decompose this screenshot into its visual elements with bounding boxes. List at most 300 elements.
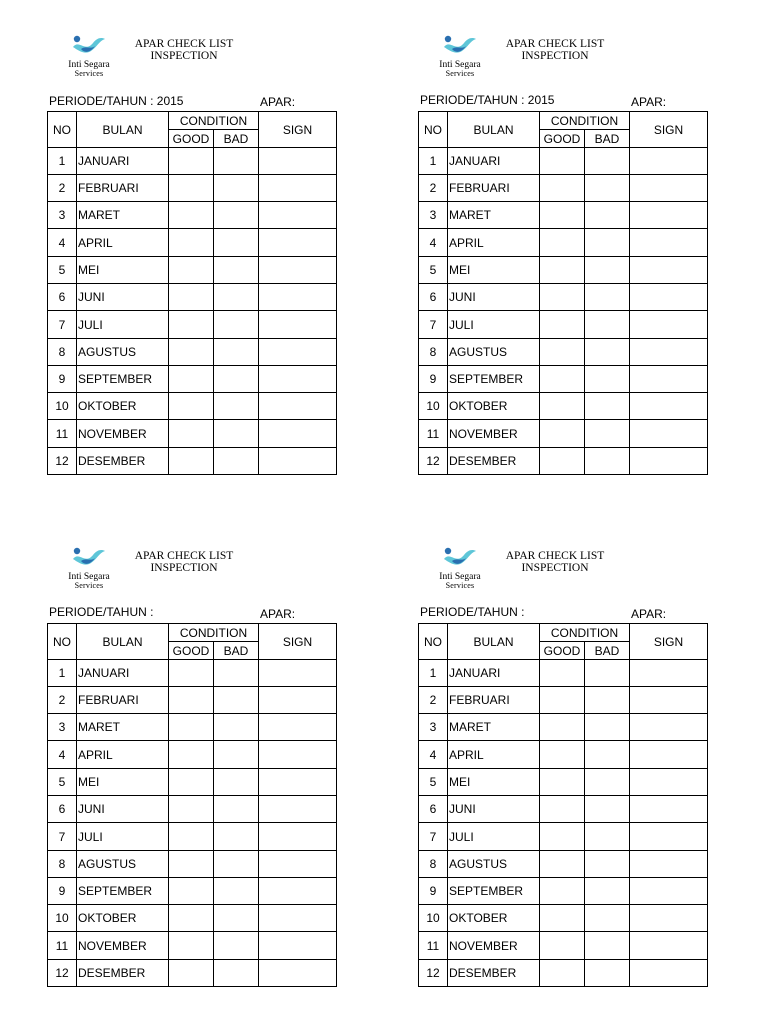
header-no: NO [48,112,77,148]
sign-cell[interactable] [630,796,708,823]
sign-cell[interactable] [259,905,337,932]
good-cell[interactable] [540,741,585,769]
good-cell[interactable] [540,420,585,448]
good-cell[interactable] [169,366,214,393]
sign-cell[interactable] [259,175,337,202]
sign-cell[interactable] [259,311,337,339]
row-bulan: OKTOBER [77,393,169,420]
form-title [490,38,620,62]
header-bulan: BULAN [77,624,169,660]
sign-cell[interactable] [259,932,337,960]
sign-cell[interactable] [259,339,337,366]
form-title [490,550,620,574]
bad-cell[interactable] [214,448,259,475]
table-row [419,660,708,687]
row-bulan: JUNI [77,284,169,311]
bad-cell[interactable] [585,257,630,284]
header-bad: BAD [585,130,630,148]
row-bulan: JULI [77,311,169,339]
sign-cell[interactable] [630,905,708,932]
sign-cell[interactable] [630,339,708,366]
good-cell[interactable] [540,339,585,366]
sign-cell[interactable] [630,823,708,851]
table-row [419,311,708,339]
bad-cell[interactable] [585,878,630,905]
good-cell[interactable] [169,960,214,987]
row-bulan: FEBRUARI [77,687,169,714]
good-cell[interactable] [169,714,214,741]
sign-cell[interactable] [259,660,337,687]
table-row [419,796,708,823]
row-no: 1 [419,148,448,175]
row-bulan: FEBRUARI [77,175,169,202]
row-bulan: AGUSTUS [448,339,540,366]
sign-cell[interactable] [259,878,337,905]
row-no: 5 [48,257,77,284]
bad-cell[interactable] [585,284,630,311]
header-good: GOOD [540,130,585,148]
good-cell[interactable] [169,229,214,257]
bad-cell[interactable] [214,202,259,229]
row-no: 4 [419,741,448,769]
table-row [48,148,337,175]
row-no: 3 [419,202,448,229]
sign-cell[interactable] [630,851,708,878]
sign-cell[interactable] [630,284,708,311]
header-bulan: BULAN [77,112,169,148]
row-bulan: MARET [448,202,540,229]
table-row [419,960,708,987]
form-title-line1: APAR CHECK LIST [134,38,234,50]
wave-swoosh-icon [71,33,107,59]
row-no: 4 [419,229,448,257]
good-cell[interactable] [540,660,585,687]
bad-cell[interactable] [585,769,630,796]
periode-label: PERIODE/TAHUN : 2015 [49,94,184,108]
row-bulan: OKTOBER [448,905,540,932]
table-row [48,366,337,393]
bad-cell[interactable] [214,796,259,823]
bad-cell[interactable] [585,741,630,769]
row-no: 10 [48,905,77,932]
sign-cell[interactable] [630,366,708,393]
row-no: 9 [48,366,77,393]
good-cell[interactable] [540,366,585,393]
periode-label: PERIODE/TAHUN : 2015 [420,93,555,107]
bad-cell[interactable] [585,823,630,851]
table-row [48,284,337,311]
row-bulan: NOVEMBER [448,932,540,960]
sign-cell[interactable] [630,257,708,284]
bad-cell[interactable] [585,687,630,714]
bad-cell[interactable] [585,175,630,202]
row-bulan: SEPTEMBER [77,878,169,905]
inspection-table [418,111,708,475]
sign-cell[interactable] [259,366,337,393]
header-good: GOOD [169,130,214,148]
row-no: 1 [419,660,448,687]
good-cell[interactable] [169,448,214,475]
bad-cell[interactable] [585,393,630,420]
company-logo [53,33,125,83]
table-row [419,932,708,960]
row-no: 5 [419,769,448,796]
logo-name-line1: Inti Segara [439,60,481,70]
table-row [48,687,337,714]
good-cell[interactable] [169,905,214,932]
bad-cell[interactable] [585,660,630,687]
good-cell[interactable] [169,393,214,420]
row-no: 2 [48,687,77,714]
row-bulan: NOVEMBER [448,420,540,448]
good-cell[interactable] [540,311,585,339]
good-cell[interactable] [169,796,214,823]
row-no: 6 [48,796,77,823]
bad-cell[interactable] [214,960,259,987]
row-bulan: JUNI [448,796,540,823]
header-condition: CONDITION [540,112,630,130]
good-cell[interactable] [540,393,585,420]
row-bulan: SEPTEMBER [448,878,540,905]
header-condition: CONDITION [169,624,259,642]
good-cell[interactable] [169,284,214,311]
sign-cell[interactable] [259,714,337,741]
table-row [419,905,708,932]
row-no: 10 [48,393,77,420]
table-row [419,175,708,202]
table-row [419,284,708,311]
form-title-line2: INSPECTION [521,562,589,574]
sign-cell[interactable] [259,202,337,229]
good-cell[interactable] [540,175,585,202]
row-bulan: NOVEMBER [77,932,169,960]
sign-cell[interactable] [259,229,337,257]
table-row [48,420,337,448]
good-cell[interactable] [169,202,214,229]
table-row [419,257,708,284]
logo-name-line1: Inti Segara [68,60,110,70]
good-cell[interactable] [540,905,585,932]
bad-cell[interactable] [214,878,259,905]
bad-cell[interactable] [214,393,259,420]
bad-cell[interactable] [585,960,630,987]
table-row [419,202,708,229]
good-cell[interactable] [540,687,585,714]
good-cell[interactable] [169,769,214,796]
sign-cell[interactable] [259,448,337,475]
header-no: NO [48,624,77,660]
table-row [419,823,708,851]
sign-cell[interactable] [259,796,337,823]
row-bulan: JANUARI [77,148,169,175]
row-no: 4 [48,741,77,769]
good-cell[interactable] [540,823,585,851]
sign-cell[interactable] [630,448,708,475]
row-bulan: MEI [77,769,169,796]
row-bulan: OKTOBER [448,393,540,420]
row-bulan: MEI [77,257,169,284]
table-row [48,202,337,229]
good-cell[interactable] [169,311,214,339]
bad-cell[interactable] [585,148,630,175]
bad-cell[interactable] [214,257,259,284]
bad-cell[interactable] [585,420,630,448]
good-cell[interactable] [169,932,214,960]
table-row [419,420,708,448]
good-cell[interactable] [540,960,585,987]
bad-cell[interactable] [214,687,259,714]
good-cell[interactable] [169,660,214,687]
good-cell[interactable] [169,257,214,284]
row-bulan: FEBRUARI [448,175,540,202]
good-cell[interactable] [169,148,214,175]
form-title-line2: INSPECTION [521,50,589,62]
table-row [48,311,337,339]
table-row [419,339,708,366]
table-row [48,448,337,475]
apar-label: APAR: [631,607,667,621]
header-condition: CONDITION [169,112,259,130]
table-row [48,175,337,202]
apar-label: APAR: [631,95,667,109]
logo-name-line2: Services [445,581,475,590]
table-row [48,660,337,687]
company-logo [53,545,125,595]
checklist-form-top-right [418,38,718,518]
bad-cell[interactable] [214,311,259,339]
sign-cell[interactable] [630,714,708,741]
sign-cell[interactable] [630,229,708,257]
form-title-line1: APAR CHECK LIST [505,550,605,562]
bad-cell[interactable] [214,148,259,175]
header-no: NO [419,624,448,660]
row-bulan: JANUARI [448,148,540,175]
table-row [48,932,337,960]
sign-cell[interactable] [630,960,708,987]
logo-name-line2: Services [74,581,104,590]
header-sign: SIGN [259,624,337,660]
bad-cell[interactable] [585,714,630,741]
sign-cell[interactable] [630,148,708,175]
checklist-form-bottom-left [47,550,347,1030]
sign-cell[interactable] [259,960,337,987]
bad-cell[interactable] [214,229,259,257]
row-bulan: JULI [448,311,540,339]
bad-cell[interactable] [214,823,259,851]
table-header-row [48,112,337,130]
good-cell[interactable] [169,878,214,905]
inspection-table [418,623,708,987]
logo-name-line2: Services [445,69,475,78]
bad-cell[interactable] [585,932,630,960]
good-cell[interactable] [540,148,585,175]
table-row [419,741,708,769]
sign-cell[interactable] [630,420,708,448]
row-bulan: AGUSTUS [77,339,169,366]
good-cell[interactable] [169,175,214,202]
row-no: 7 [48,311,77,339]
bad-cell[interactable] [214,932,259,960]
row-no: 3 [419,714,448,741]
inspection-table [47,623,337,987]
table-row [419,229,708,257]
header-bad: BAD [585,642,630,660]
sign-cell[interactable] [259,420,337,448]
sign-cell[interactable] [630,393,708,420]
header-condition: CONDITION [540,624,630,642]
good-cell[interactable] [169,687,214,714]
bad-cell[interactable] [585,202,630,229]
bad-cell[interactable] [214,714,259,741]
row-no: 12 [48,448,77,475]
table-row [48,769,337,796]
row-no: 5 [48,769,77,796]
good-cell[interactable] [540,714,585,741]
company-logo [424,545,496,595]
bad-cell[interactable] [214,284,259,311]
good-cell[interactable] [540,448,585,475]
checklist-form-bottom-right [418,550,718,1030]
bad-cell[interactable] [214,905,259,932]
table-row [419,366,708,393]
bad-cell[interactable] [214,339,259,366]
header-bulan: BULAN [448,112,540,148]
bad-cell[interactable] [214,769,259,796]
good-cell[interactable] [169,823,214,851]
sign-cell[interactable] [259,284,337,311]
row-no: 6 [419,284,448,311]
good-cell[interactable] [169,851,214,878]
sign-cell[interactable] [259,393,337,420]
good-cell[interactable] [540,878,585,905]
row-no: 9 [48,878,77,905]
table-row [48,878,337,905]
table-row [419,851,708,878]
bad-cell[interactable] [585,339,630,366]
good-cell[interactable] [540,932,585,960]
company-logo [424,33,496,83]
table-row [419,878,708,905]
bad-cell[interactable] [585,851,630,878]
table-header-row [419,624,708,642]
good-cell[interactable] [169,420,214,448]
table-row [48,339,337,366]
bad-cell[interactable] [585,905,630,932]
good-cell[interactable] [540,202,585,229]
bad-cell[interactable] [585,366,630,393]
sign-cell[interactable] [630,687,708,714]
row-bulan: MARET [77,202,169,229]
header-bulan: BULAN [448,624,540,660]
row-bulan: DESEMBER [77,960,169,987]
table-row [48,905,337,932]
sign-cell[interactable] [630,741,708,769]
row-no: 10 [419,393,448,420]
sign-cell[interactable] [630,769,708,796]
row-bulan: DESEMBER [77,448,169,475]
header-sign: SIGN [630,112,708,148]
row-bulan: SEPTEMBER [448,366,540,393]
table-row [48,823,337,851]
table-row [48,257,337,284]
bad-cell[interactable] [585,229,630,257]
good-cell[interactable] [540,284,585,311]
bad-cell[interactable] [214,366,259,393]
row-no: 12 [419,448,448,475]
sign-cell[interactable] [630,202,708,229]
good-cell[interactable] [540,257,585,284]
bad-cell[interactable] [585,448,630,475]
good-cell[interactable] [169,741,214,769]
row-no: 11 [419,932,448,960]
periode-label: PERIODE/TAHUN : [49,605,154,619]
row-bulan: AGUSTUS [77,851,169,878]
sign-cell[interactable] [259,257,337,284]
form-title [119,550,249,574]
sign-cell[interactable] [259,687,337,714]
sign-cell[interactable] [259,823,337,851]
bad-cell[interactable] [585,311,630,339]
good-cell[interactable] [540,851,585,878]
table-header-row [419,112,708,130]
table-header-row [48,624,337,642]
table-row [419,769,708,796]
sign-cell[interactable] [630,878,708,905]
form-title-line1: APAR CHECK LIST [134,550,234,562]
bad-cell[interactable] [214,851,259,878]
logo-name-line2: Services [74,69,104,78]
good-cell[interactable] [169,339,214,366]
row-no: 3 [48,714,77,741]
row-bulan: APRIL [77,229,169,257]
form-title [119,38,249,62]
row-no: 8 [48,851,77,878]
sign-cell[interactable] [259,769,337,796]
sign-cell[interactable] [259,851,337,878]
bad-cell[interactable] [214,741,259,769]
row-bulan: SEPTEMBER [77,366,169,393]
row-bulan: FEBRUARI [448,687,540,714]
table-row [419,393,708,420]
bad-cell[interactable] [214,420,259,448]
row-no: 3 [48,202,77,229]
row-bulan: DESEMBER [448,448,540,475]
row-bulan: MEI [448,257,540,284]
sign-cell[interactable] [259,741,337,769]
bad-cell[interactable] [585,796,630,823]
table-row [419,448,708,475]
row-no: 7 [48,823,77,851]
row-no: 8 [419,339,448,366]
sign-cell[interactable] [630,932,708,960]
bad-cell[interactable] [214,660,259,687]
sign-cell[interactable] [630,175,708,202]
good-cell[interactable] [540,769,585,796]
sign-cell[interactable] [259,148,337,175]
bad-cell[interactable] [214,175,259,202]
table-row [48,796,337,823]
sign-cell[interactable] [630,660,708,687]
good-cell[interactable] [540,229,585,257]
row-no: 7 [419,823,448,851]
table-row [48,229,337,257]
inspection-table [47,111,337,475]
row-bulan: NOVEMBER [77,420,169,448]
row-bulan: APRIL [448,229,540,257]
good-cell[interactable] [540,796,585,823]
sign-cell[interactable] [630,311,708,339]
row-no: 9 [419,366,448,393]
